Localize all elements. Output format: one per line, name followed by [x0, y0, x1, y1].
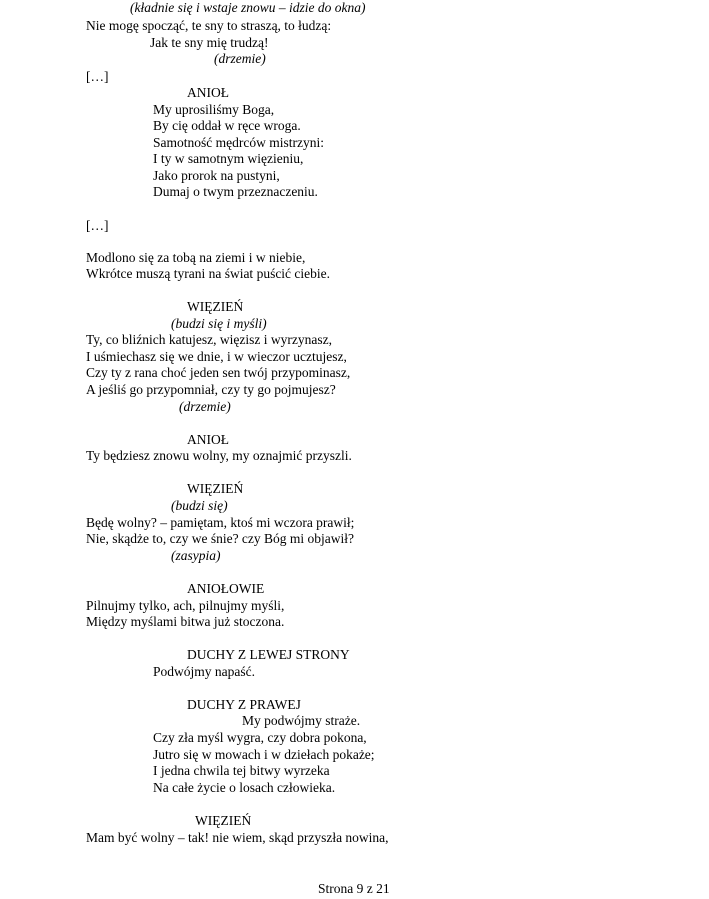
verse-line: Jako prorok na pustyni, [153, 168, 280, 183]
stage-direction: (kładnie się i wstaje znowu – idzie do okna) [130, 0, 366, 15]
speaker-name: ANIOŁ [187, 85, 229, 100]
verse-line: Ty, co bliźnich katujesz, więzisz i wyrzynasz, [86, 332, 332, 347]
verse-line: Pilnujmy tylko, ach, pilnujmy myśli, [86, 598, 285, 613]
verse-line: Czy ty z rana choć jeden sen twój przypominasz, [86, 365, 351, 380]
verse-line: My podwójmy straże. [242, 713, 361, 728]
verse-line: Między myślami bitwa już stoczona. [86, 614, 285, 629]
speaker-name: WIĘZIEŃ [187, 299, 244, 314]
verse-line: I jedna chwila tej bitwy wyrzeka [153, 763, 330, 778]
stage-direction: (drzemie) [214, 51, 266, 66]
omission-mark: […] [86, 69, 109, 84]
verse-line: Wkrótce muszą tyrani na świat puścić ciebie. [86, 266, 331, 281]
stage-direction: (zasypia) [171, 548, 221, 563]
verse-line: Na całe życie o losach człowieka. [153, 780, 336, 795]
stage-direction: (budzi się) [171, 498, 228, 513]
verse-line: My uprosiliśmy Boga, [153, 102, 275, 117]
verse-line: Czy zła myśl wygra, czy dobra pokona, [153, 730, 367, 745]
verse-line: Będę wolny? – pamiętam, ktoś mi wczora prawił; [86, 515, 355, 530]
speaker-name: DUCHY Z PRAWEJ [187, 697, 301, 712]
verse-line: Nie mogę spocząć, te sny to straszą, to łudzą: [86, 18, 332, 33]
stage-direction: (budzi się i myśli) [171, 316, 267, 331]
verse-line: Jak te sny mię trudzą! [150, 35, 269, 50]
speaker-name: WIĘZIEŃ [187, 481, 244, 496]
speaker-name: ANIOŁOWIE [187, 581, 265, 596]
speaker-name: ANIOŁ [187, 432, 229, 447]
speaker-name: DUCHY Z LEWEJ STRONY [187, 647, 350, 662]
verse-line: Podwójmy napaść. [153, 664, 255, 679]
verse-line: Dumaj o twym przeznaczeniu. [153, 184, 318, 199]
verse-line: Ty będziesz znowu wolny, my oznajmić przyszli. [86, 448, 352, 463]
verse-line: Nie, skądże to, czy we śnie? czy Bóg mi objawił? [86, 531, 355, 546]
verse-line: By cię oddał w ręce wroga. [153, 118, 301, 133]
page-number: Strona 9 z 21 [318, 881, 390, 896]
verse-line: Jutro się w mowach i w dziełach pokaże; [153, 747, 375, 762]
verse-line: A jeśliś go przypomniał, czy ty go pojmujesz? [86, 382, 336, 397]
verse-line: I ty w samotnym więzieniu, [153, 151, 304, 166]
stage-direction: (drzemie) [179, 399, 231, 414]
verse-line: I uśmiechasz się we dnie, i w wieczor ucztujesz, [86, 349, 347, 364]
verse-line: Samotność mędrców mistrzyni: [153, 135, 324, 150]
omission-mark: […] [86, 218, 109, 233]
verse-line: Mam być wolny – tak! nie wiem, skąd przyszła nowina, [86, 830, 389, 845]
speaker-name: WIĘZIEŃ [195, 813, 252, 828]
verse-line: Modlono się za tobą na ziemi i w niebie, [86, 250, 306, 265]
